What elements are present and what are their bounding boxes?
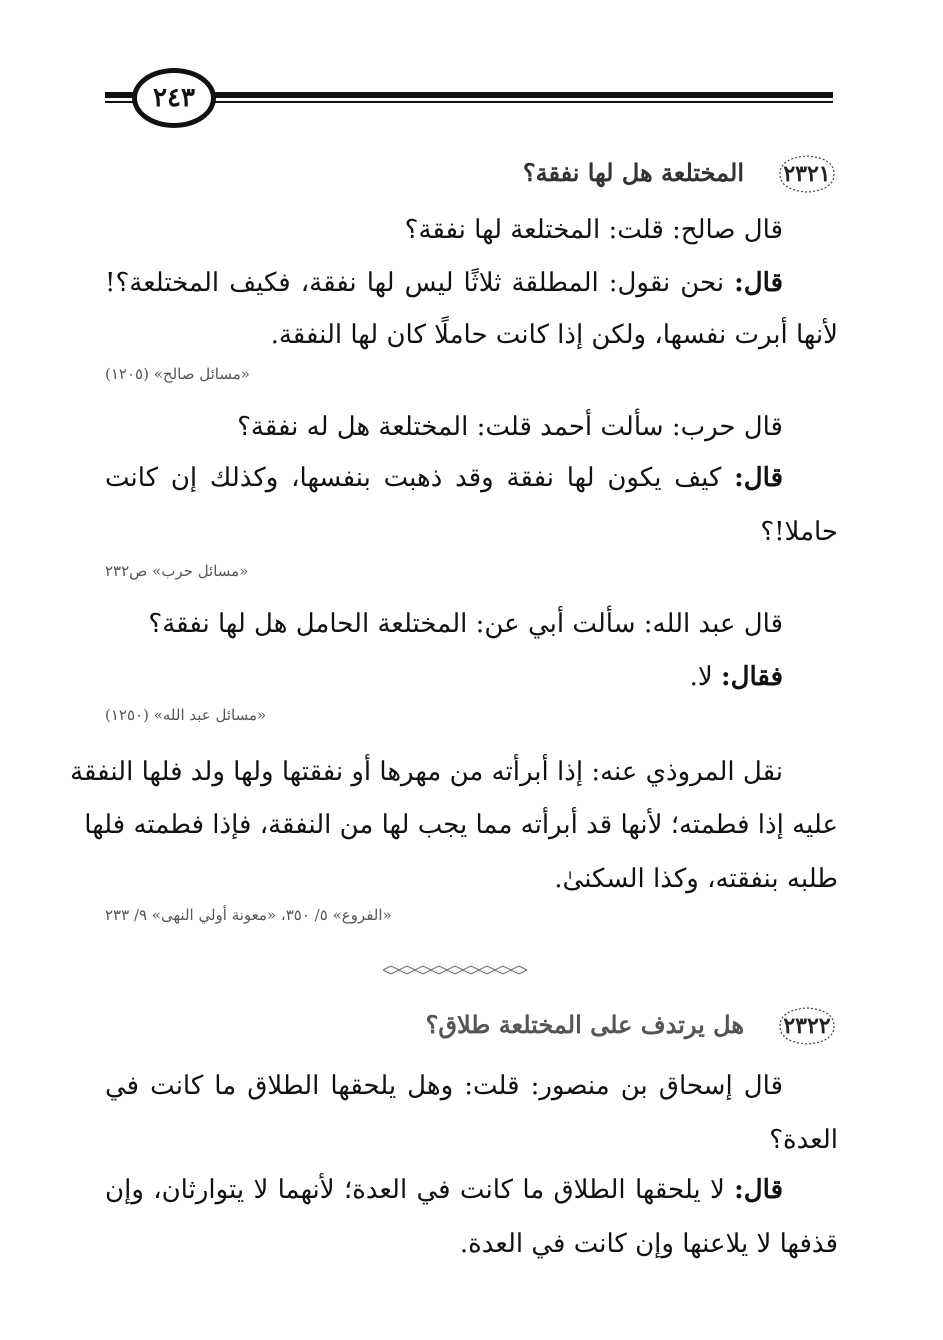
line-text: كيف يكون لها نفقة وقد ذهبت بنفسها، وكذلك إن كانت — [105, 463, 735, 493]
speaker-label: قال: — [734, 1175, 783, 1205]
text-line: قذفها لا يلاعنها وإن كانت في العدة. — [459, 1229, 838, 1259]
text-line: عليه إذا فطمته؛ لأنها قد أبرأته مما يجب لها من النفقة، فإذا فطمته فلها — [84, 810, 838, 840]
section-heading — [105, 152, 838, 202]
source-reference: «مسائل صالح» (١٢٠٥) — [105, 365, 250, 383]
line-text: لا. — [689, 662, 721, 692]
text-line: طلبه بنفقته، وكذا السكنىٰ. — [554, 864, 838, 894]
text-line: قال حرب: سألت أحمد قلت: المختلعة هل له نفقة؟ — [237, 412, 783, 442]
page-number-badge — [132, 68, 216, 128]
text-line — [105, 1173, 783, 1207]
section-number: ٢٣٢٢ — [783, 1013, 831, 1039]
section-number: ٢٣٢١ — [783, 161, 831, 187]
section-divider-ornament-icon — [381, 964, 533, 976]
speaker-label: قال: — [734, 463, 783, 493]
text-line — [105, 266, 783, 300]
text-line: نقل المروذي عنه: إذا أبرأته من مهرها أو نفقتها ولها ولد فلها النفقة — [70, 757, 783, 787]
section-number-ornament — [776, 1004, 838, 1048]
source-reference: «مسائل حرب» ص٢٣٢ — [105, 562, 249, 580]
text-line: العدة؟ — [769, 1125, 838, 1155]
text-line — [105, 461, 783, 495]
speaker-label: قال: — [734, 268, 783, 298]
section-heading — [105, 1004, 838, 1054]
page-number: ٢٤٣ — [153, 83, 195, 113]
source-reference: «الفروع» ٥/ ٣٥٠، «معونة أولي النهى» ٩/ ٢٣٣ — [105, 906, 392, 924]
text-line — [105, 660, 783, 694]
text-line: لأنها أبرت نفسها، ولكن إذا كانت حاملًا كان لها النفقة. — [270, 320, 838, 350]
section-title: المختلعة هل لها نفقة؟ — [522, 158, 744, 187]
text-line: قال إسحاق بن منصور: قلت: وهل يلحقها الطلاق ما كانت في — [105, 1071, 783, 1101]
speaker-label: فقال: — [721, 662, 783, 692]
section-title: هل يرتدف على المختلعة طلاق؟ — [425, 1010, 744, 1039]
line-text: نحن نقول: المطلقة ثلاثًا ليس لها نفقة، فكيف المختلعة؟! — [105, 268, 735, 298]
text-line: حاملا!؟ — [760, 517, 838, 547]
source-reference: «مسائل عبد الله» (١٢٥٠) — [105, 706, 267, 724]
text-line: قال عبد الله: سألت أبي عن: المختلعة الحامل هل لها نفقة؟ — [148, 609, 783, 639]
text-line: قال صالح: قلت: المختلعة لها نفقة؟ — [404, 215, 783, 245]
line-text: لا يلحقها الطلاق ما كانت في العدة؛ لأنهما لا يتوارثان، وإن — [105, 1175, 735, 1205]
section-number-ornament — [776, 152, 838, 196]
